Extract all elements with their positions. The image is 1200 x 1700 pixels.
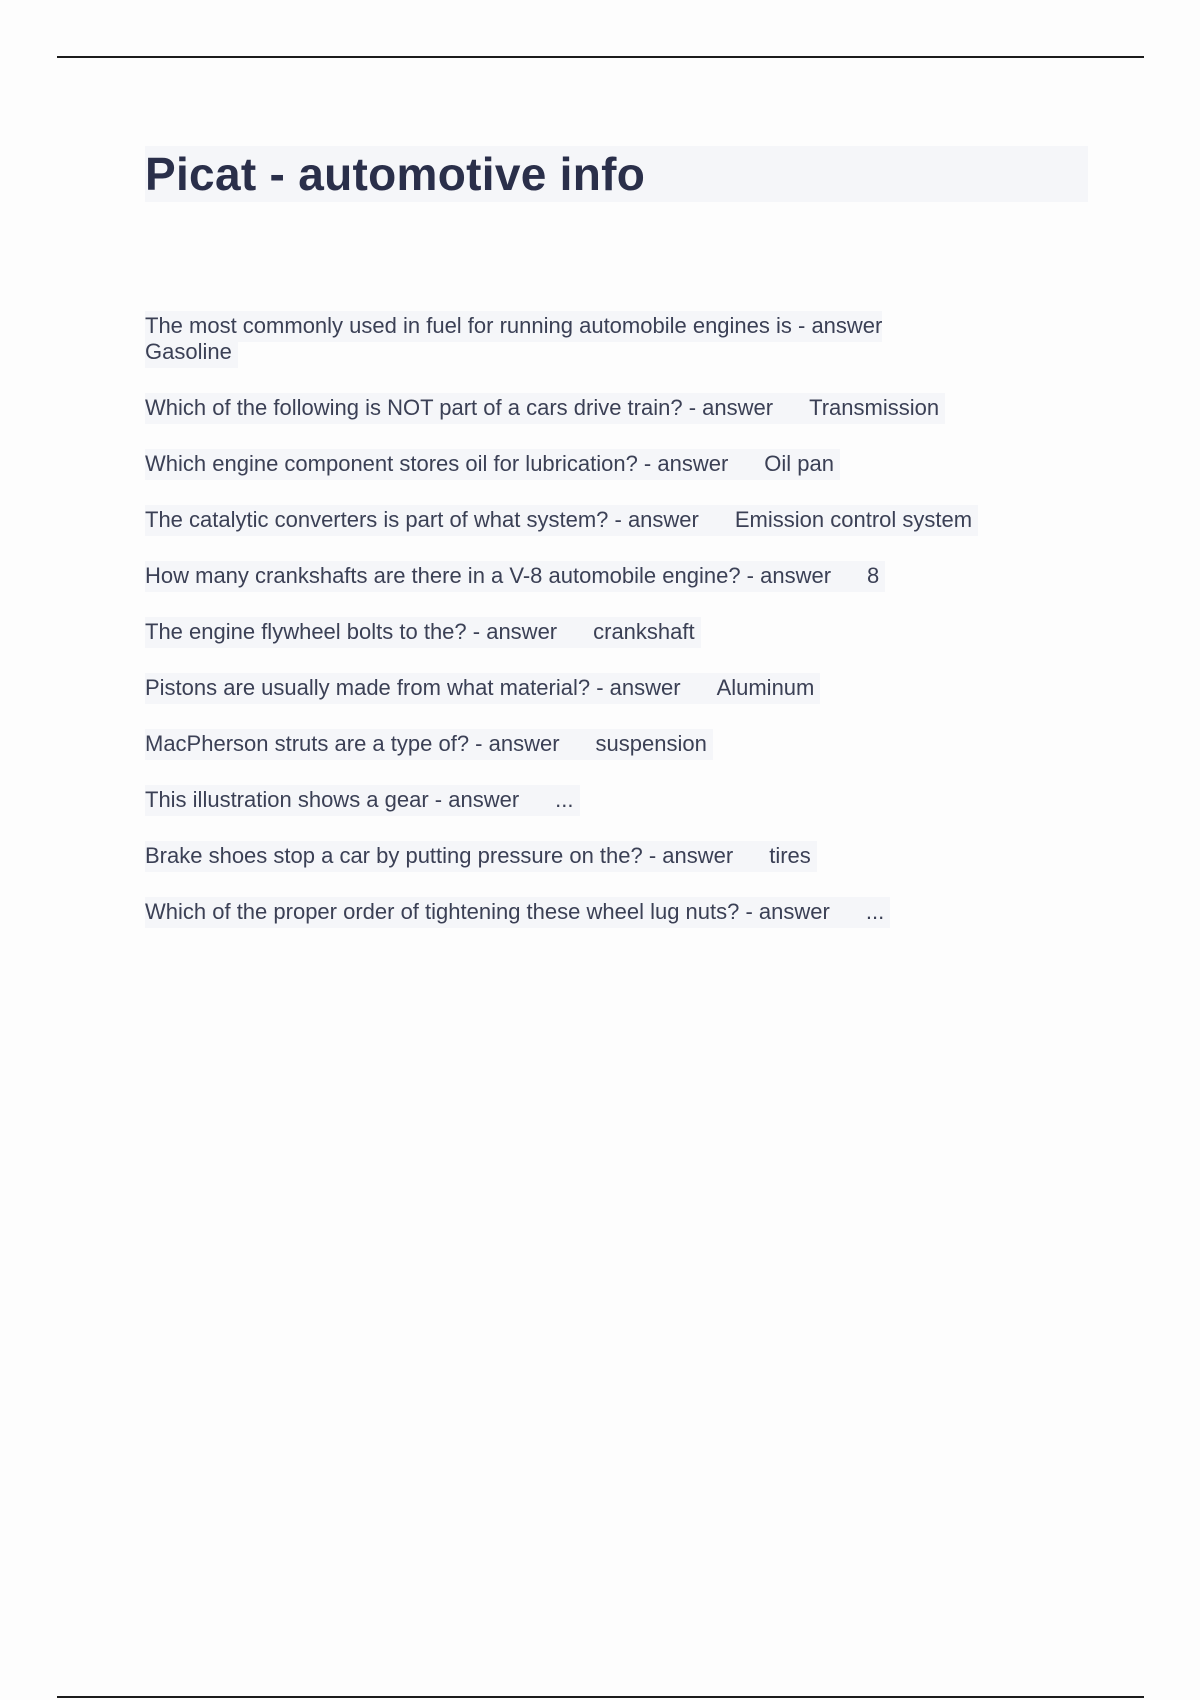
qa-answer: Transmission — [809, 395, 940, 420]
qa-answer: ... — [555, 787, 574, 812]
qa-answer: Emission control system — [734, 507, 973, 532]
qa-item — [145, 395, 1085, 421]
qa-answer: Aluminum — [716, 675, 815, 700]
qa-question: The engine flywheel bolts to the? - answer — [145, 619, 558, 644]
qa-answer: suspension — [595, 731, 707, 756]
qa-question: The most commonly used in fuel for running automobile engines is - answer — [145, 313, 883, 338]
qa-item — [145, 313, 965, 365]
qa-question: Which of the proper order of tightening these wheel lug nuts? - answer — [145, 899, 830, 924]
qa-item — [145, 899, 1085, 925]
qa-answer: 8 — [867, 563, 880, 588]
qa-answer: Oil pan — [764, 451, 835, 476]
qa-item — [145, 451, 1085, 477]
qa-item — [145, 787, 1085, 813]
qa-item — [145, 619, 1085, 645]
qa-item — [145, 507, 1085, 533]
qa-item — [145, 843, 1085, 869]
top-rule — [57, 56, 1144, 58]
qa-question: MacPherson struts are a type of? - answer — [145, 731, 560, 756]
qa-question: How many crankshafts are there in a V-8 automobile engine? - answer — [145, 563, 832, 588]
qa-answer: ... — [865, 899, 885, 924]
qa-answer: tires — [769, 843, 811, 868]
title-block — [145, 146, 1088, 202]
qa-question: Which engine component stores oil for lubrication? - answer — [145, 451, 729, 476]
qa-question: This illustration shows a gear - answer — [145, 787, 520, 812]
qa-item — [145, 731, 1085, 757]
qa-answer: crankshaft — [593, 619, 695, 644]
qa-question: Brake shoes stop a car by putting pressure on the? - answer — [145, 843, 734, 868]
qa-question: Which of the following is NOT part of a cars drive train? - answer — [145, 395, 774, 420]
qa-item — [145, 675, 1085, 701]
qa-answer: Gasoline — [145, 339, 232, 364]
bottom-rule — [57, 1696, 1144, 1698]
qa-list — [145, 313, 1085, 955]
qa-question: The catalytic converters is part of what system? - answer — [145, 507, 699, 532]
qa-item — [145, 563, 1085, 589]
qa-question: Pistons are usually made from what material? - answer — [145, 675, 681, 700]
page-title: Picat - automotive info — [145, 148, 646, 200]
